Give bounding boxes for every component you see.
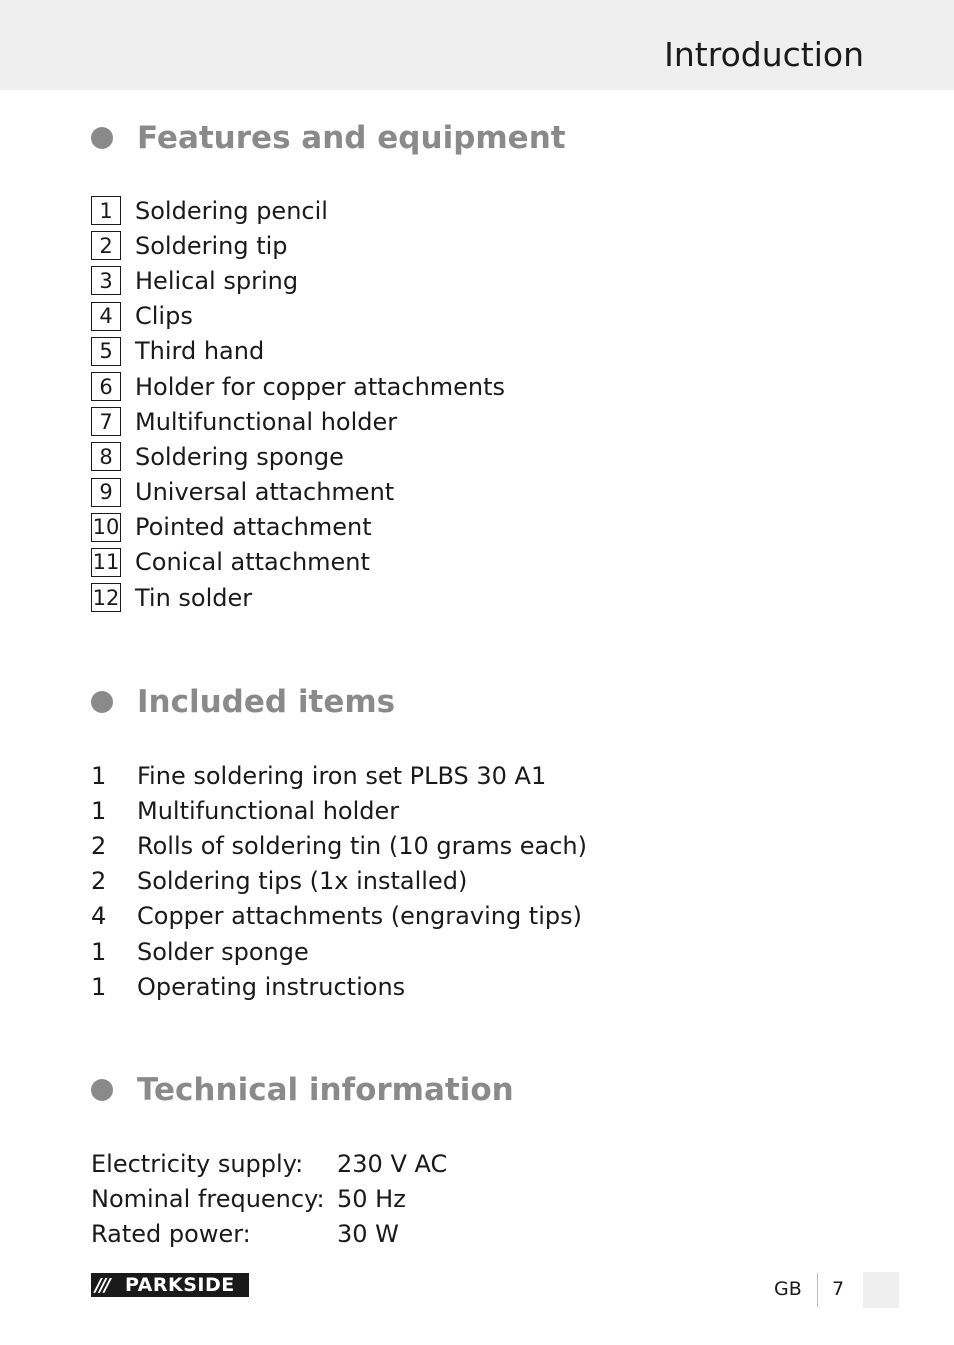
feature-label: Third hand <box>135 337 265 366</box>
technical-value: 230 V AC <box>337 1149 448 1178</box>
included-qty: 1 <box>91 937 107 966</box>
technical-table <box>91 1146 447 1252</box>
included-item <box>91 828 587 863</box>
footer-divider <box>817 1273 818 1307</box>
included-item <box>91 864 587 899</box>
feature-number: 6 <box>91 372 121 401</box>
included-label: Copper attachments (engraving tips) <box>137 902 582 931</box>
logo-slashes-icon: /// <box>95 1274 109 1296</box>
features-heading-text: Features and equipment <box>137 119 566 156</box>
features-heading <box>91 118 566 158</box>
heading-bullet-icon <box>91 1079 113 1101</box>
included-qty: 4 <box>91 902 107 931</box>
feature-number: 10 <box>91 513 121 542</box>
feature-label: Conical attachment <box>135 548 370 577</box>
feature-number: 4 <box>91 302 121 331</box>
feature-item <box>91 580 505 615</box>
feature-number: 11 <box>91 548 121 577</box>
footer-page-tab <box>863 1272 899 1308</box>
feature-label: Pointed attachment <box>135 513 372 542</box>
feature-number: 9 <box>91 478 121 507</box>
feature-number: 12 <box>91 583 121 612</box>
logo-brand-text: PARKSIDE <box>125 1273 235 1296</box>
parkside-logo <box>91 1273 249 1297</box>
feature-label: Soldering sponge <box>135 442 344 471</box>
included-qty: 2 <box>91 867 107 896</box>
included-label: Soldering tips (1x installed) <box>137 867 468 896</box>
included-label: Rolls of soldering tin (10 grams each) <box>137 831 587 860</box>
technical-label: Electricity supply: <box>91 1149 304 1178</box>
included-heading <box>91 682 395 722</box>
technical-label: Rated power: <box>91 1219 251 1248</box>
feature-item <box>91 439 505 474</box>
feature-item <box>91 228 505 263</box>
feature-item <box>91 299 505 334</box>
features-list <box>91 193 505 615</box>
included-item <box>91 969 587 1004</box>
feature-label: Helical spring <box>135 266 299 295</box>
footer-language: GB <box>774 1278 802 1300</box>
feature-item <box>91 263 505 298</box>
included-qty: 1 <box>91 761 107 790</box>
feature-item <box>91 545 505 580</box>
included-qty: 1 <box>91 972 107 1001</box>
feature-number: 2 <box>91 231 121 260</box>
technical-value: 50 Hz <box>337 1184 406 1213</box>
included-item <box>91 758 587 793</box>
feature-label: Soldering pencil <box>135 196 328 225</box>
included-item <box>91 934 587 969</box>
included-list <box>91 758 587 1004</box>
feature-item <box>91 404 505 439</box>
feature-number: 3 <box>91 266 121 295</box>
feature-label: Multifunctional holder <box>135 407 398 436</box>
technical-row <box>91 1146 447 1181</box>
included-qty: 2 <box>91 831 107 860</box>
heading-bullet-icon <box>91 127 113 149</box>
included-item <box>91 899 587 934</box>
feature-label: Soldering tip <box>135 231 288 260</box>
feature-item <box>91 510 505 545</box>
included-qty: 1 <box>91 796 107 825</box>
feature-item <box>91 193 505 228</box>
technical-label: Nominal frequency: <box>91 1184 325 1213</box>
page-number: 7 <box>832 1278 845 1300</box>
feature-item <box>91 334 505 369</box>
feature-number: 8 <box>91 442 121 471</box>
technical-row <box>91 1216 447 1251</box>
included-heading-text: Included items <box>137 683 396 720</box>
included-label: Fine soldering iron set PLBS 30 A1 <box>137 761 547 790</box>
feature-label: Tin solder <box>135 583 253 612</box>
feature-number: 1 <box>91 196 121 225</box>
included-label: Multifunctional holder <box>137 796 400 825</box>
included-item <box>91 793 587 828</box>
technical-value: 30 W <box>337 1219 399 1248</box>
technical-heading-text: Technical information <box>137 1071 514 1108</box>
feature-number: 5 <box>91 337 121 366</box>
feature-label: Universal attachment <box>135 478 395 507</box>
technical-row <box>91 1181 447 1216</box>
included-label: Solder sponge <box>137 937 309 966</box>
heading-bullet-icon <box>91 691 113 713</box>
feature-number: 7 <box>91 407 121 436</box>
feature-label: Holder for copper attachments <box>135 372 506 401</box>
feature-label: Clips <box>135 302 193 331</box>
feature-item <box>91 475 505 510</box>
feature-item <box>91 369 505 404</box>
included-label: Operating instructions <box>137 972 406 1001</box>
page-title: Introduction <box>664 35 864 74</box>
technical-heading <box>91 1070 514 1110</box>
